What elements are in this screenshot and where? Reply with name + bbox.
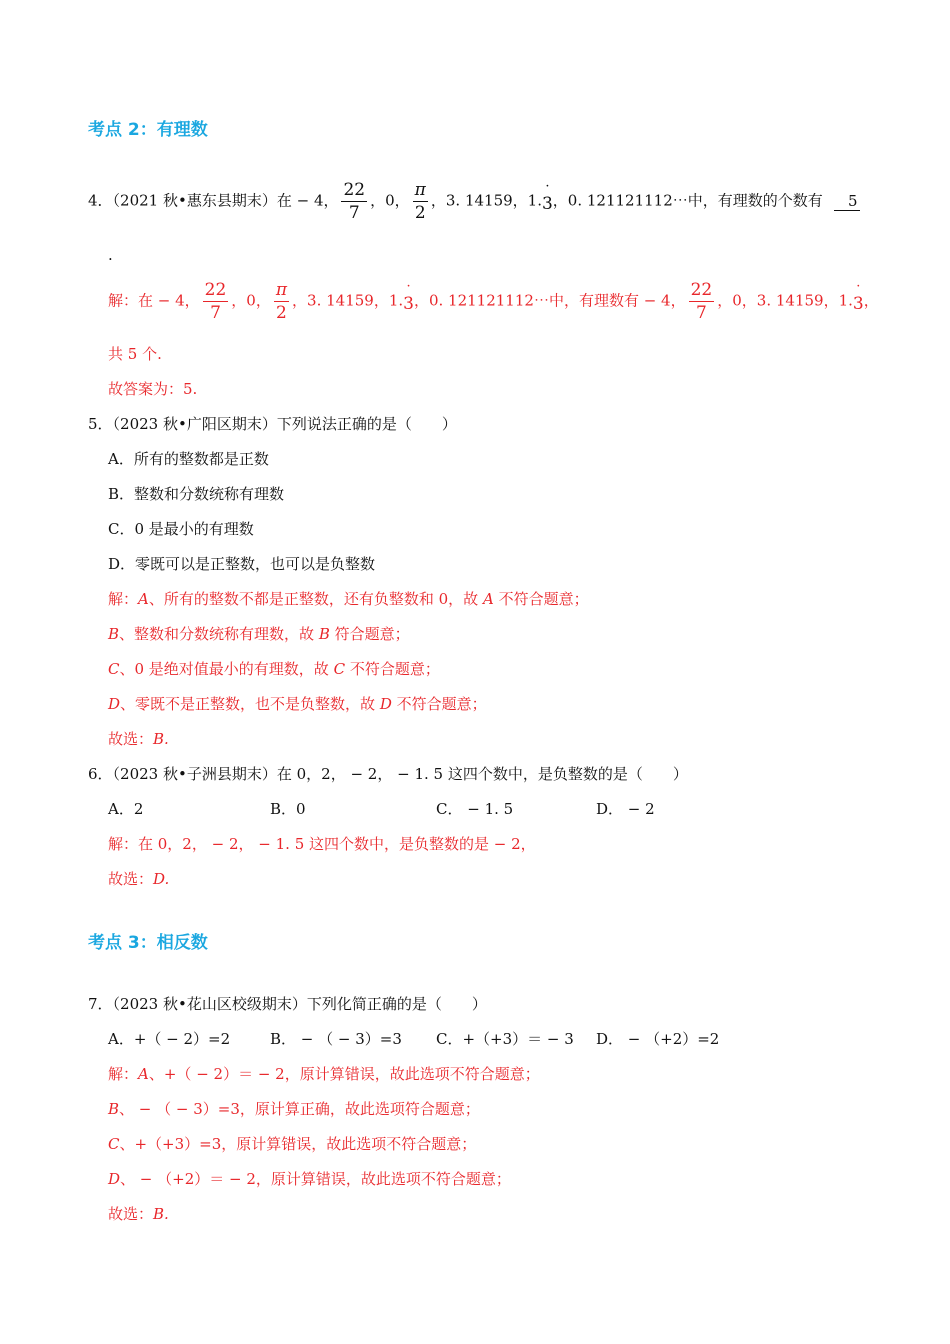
q5-option-c: C．0 是最小的有理数 xyxy=(108,520,254,538)
q4-period: . xyxy=(108,246,113,264)
question-5-stem: 5．（2023 秋•广阳区期末）下列说法正确的是（ ） xyxy=(88,415,457,433)
repeating-decimal xyxy=(403,278,414,314)
repeat-digit: 3 xyxy=(541,193,553,214)
repeat-dot: · xyxy=(545,178,550,194)
q5-solution-line-c xyxy=(108,658,440,679)
repeat-digit: 3 xyxy=(852,293,864,314)
fraction-22-7 xyxy=(341,180,367,223)
fraction-pi-2 xyxy=(274,280,289,323)
fraction-numerator: π xyxy=(414,180,426,200)
solution-text: 、整数和分数统称有理数，故 xyxy=(119,625,319,643)
fraction-pi-2 xyxy=(413,180,428,223)
solution-text: 故选： xyxy=(108,730,154,748)
q4-solution-line-1 xyxy=(108,280,879,323)
q7-solution-line-d xyxy=(108,1168,511,1189)
fraction-numerator: 22 xyxy=(690,280,713,300)
fraction-22-7 xyxy=(689,280,715,323)
fraction-numerator: 22 xyxy=(204,280,227,300)
section-heading-2: 考点 2：有理数 xyxy=(88,120,208,140)
q7-option-c: C．+（+3）＝ − 3 xyxy=(436,1030,574,1048)
option-letter: C xyxy=(108,660,120,678)
q7-solution-line-b xyxy=(108,1098,480,1119)
solution-text: 、 − （+2）＝ − 2，原计算错误，故此选项不符合题意； xyxy=(120,1170,511,1188)
solution-text: ，0，3. 14159，1. xyxy=(717,291,853,310)
fraction-22-7 xyxy=(203,280,229,323)
q5-solution-line-d xyxy=(108,693,487,714)
solution-text: 不符合题意； xyxy=(391,695,487,713)
q6-solution-final xyxy=(108,868,169,889)
option-letter: A xyxy=(138,1065,149,1083)
q4-solution-count: 共 5 个. xyxy=(108,345,162,363)
option-letter: D xyxy=(108,695,121,713)
q7-option-a: A．+（ − 2）=2 xyxy=(108,1030,231,1048)
q5-solution-final xyxy=(108,728,169,749)
q5-option-b: B．整数和分数统称有理数 xyxy=(108,485,285,503)
option-letter: B xyxy=(108,625,120,643)
solution-text: 、 − （ − 3）=3，原计算正确，故此选项符合题意； xyxy=(119,1100,480,1118)
q7-option-d: D． − （+2）=2 xyxy=(596,1030,720,1048)
fraction-denominator: 7 xyxy=(348,203,360,223)
solution-text: 、0 是绝对值最小的有理数，故 xyxy=(119,660,334,678)
question-7-stem: 7．（2023 秋•花山区校级期末）下列化简正确的是（ ） xyxy=(88,995,487,1013)
fraction-numerator: π xyxy=(275,280,288,300)
fraction-denominator: 7 xyxy=(210,303,221,323)
option-letter: B xyxy=(108,1100,120,1118)
option-letter: D xyxy=(108,1170,121,1188)
question-6-stem: 6．（2023 秋•子洲县期末）在 0，2， − 2， − 1. 5 这四个数中，是负整数的是（ ） xyxy=(88,765,688,783)
solution-text: ，3. 14159，1. xyxy=(292,291,404,310)
q4-prefix: 4．（2021 秋•惠东县期末）在 − 4， xyxy=(88,191,339,210)
solution-text: ，0. 121121112⋯中，有理数有 − 4， xyxy=(413,291,686,310)
q7-solution-line-c xyxy=(108,1133,476,1154)
solution-text: 不符合题意； xyxy=(493,590,589,608)
repeat-digit: 3 xyxy=(403,293,414,314)
solution-text: 故选： xyxy=(108,1205,154,1223)
option-letter: C xyxy=(333,660,346,678)
q5-solution-line-a xyxy=(108,588,589,609)
q6-option-a: A．2 xyxy=(108,800,144,818)
q7-option-b: B． − （ − 3）=3 xyxy=(270,1030,402,1048)
q7-solution-final xyxy=(108,1203,169,1224)
section-heading-3: 考点 3：相反数 xyxy=(88,933,208,953)
option-letter: D. xyxy=(153,870,170,888)
option-letter: B. xyxy=(153,730,169,748)
q4-solution-final: 故答案为：5. xyxy=(108,380,198,398)
solution-text: 解： xyxy=(108,1065,139,1083)
solution-text: ， xyxy=(863,291,879,310)
solution-text: 解： xyxy=(108,590,139,608)
option-letter: A xyxy=(138,590,149,608)
q5-option-a: A．所有的整数都是正数 xyxy=(108,450,269,468)
solution-text: 不符合题意； xyxy=(345,660,440,678)
q4-text: ，0. 121121112⋯中，有理数的个数有 xyxy=(552,191,823,210)
solution-text: 、+（+3）=3，原计算错误，故此选项不符合题意； xyxy=(119,1135,477,1153)
repeating-decimal xyxy=(852,278,864,314)
solution-text: 故选： xyxy=(108,870,154,888)
fraction-numerator: 22 xyxy=(343,180,366,200)
option-letter: C xyxy=(108,1135,120,1153)
repeat-dot: · xyxy=(856,278,861,294)
repeating-decimal xyxy=(541,178,553,214)
question-4-stem xyxy=(88,180,860,223)
q4-text: ，0， xyxy=(370,191,410,210)
q6-option-d: D． − 2 xyxy=(596,800,655,818)
q7-solution-line-a xyxy=(108,1063,540,1084)
option-letter: D xyxy=(379,695,392,713)
fraction-denominator: 2 xyxy=(414,203,426,223)
q6-option-b: B．0 xyxy=(270,800,306,818)
solution-text: 、+（ − 2）＝ − 2，原计算错误，故此选项不符合题意； xyxy=(148,1065,540,1083)
fraction-denominator: 7 xyxy=(696,303,707,323)
fraction-denominator: 2 xyxy=(276,303,287,323)
option-letter: B xyxy=(318,625,330,643)
solution-text: 解：在 − 4， xyxy=(108,291,200,310)
q5-solution-line-b xyxy=(108,623,410,644)
solution-text: 、零既不是正整数，也不是负整数，故 xyxy=(120,695,380,713)
q5-option-d: D．零既可以是正整数，也可以是负整数 xyxy=(108,555,376,573)
option-letter: B. xyxy=(153,1205,169,1223)
answer-blank: 5 xyxy=(834,192,860,211)
q4-text: ，3. 14159，1. xyxy=(430,191,542,210)
q6-option-c: C． − 1. 5 xyxy=(436,800,514,818)
solution-text: 、所有的整数不都是正整数，还有负整数和 0，故 xyxy=(148,590,483,608)
option-letter: A xyxy=(482,590,494,608)
repeat-dot: · xyxy=(406,278,411,294)
solution-text: ，0， xyxy=(231,291,271,310)
q6-solution: 解：在 0，2， − 2， − 1. 5 这四个数中，是负整数的是 − 2， xyxy=(108,835,536,853)
solution-text: 符合题意； xyxy=(329,625,410,643)
